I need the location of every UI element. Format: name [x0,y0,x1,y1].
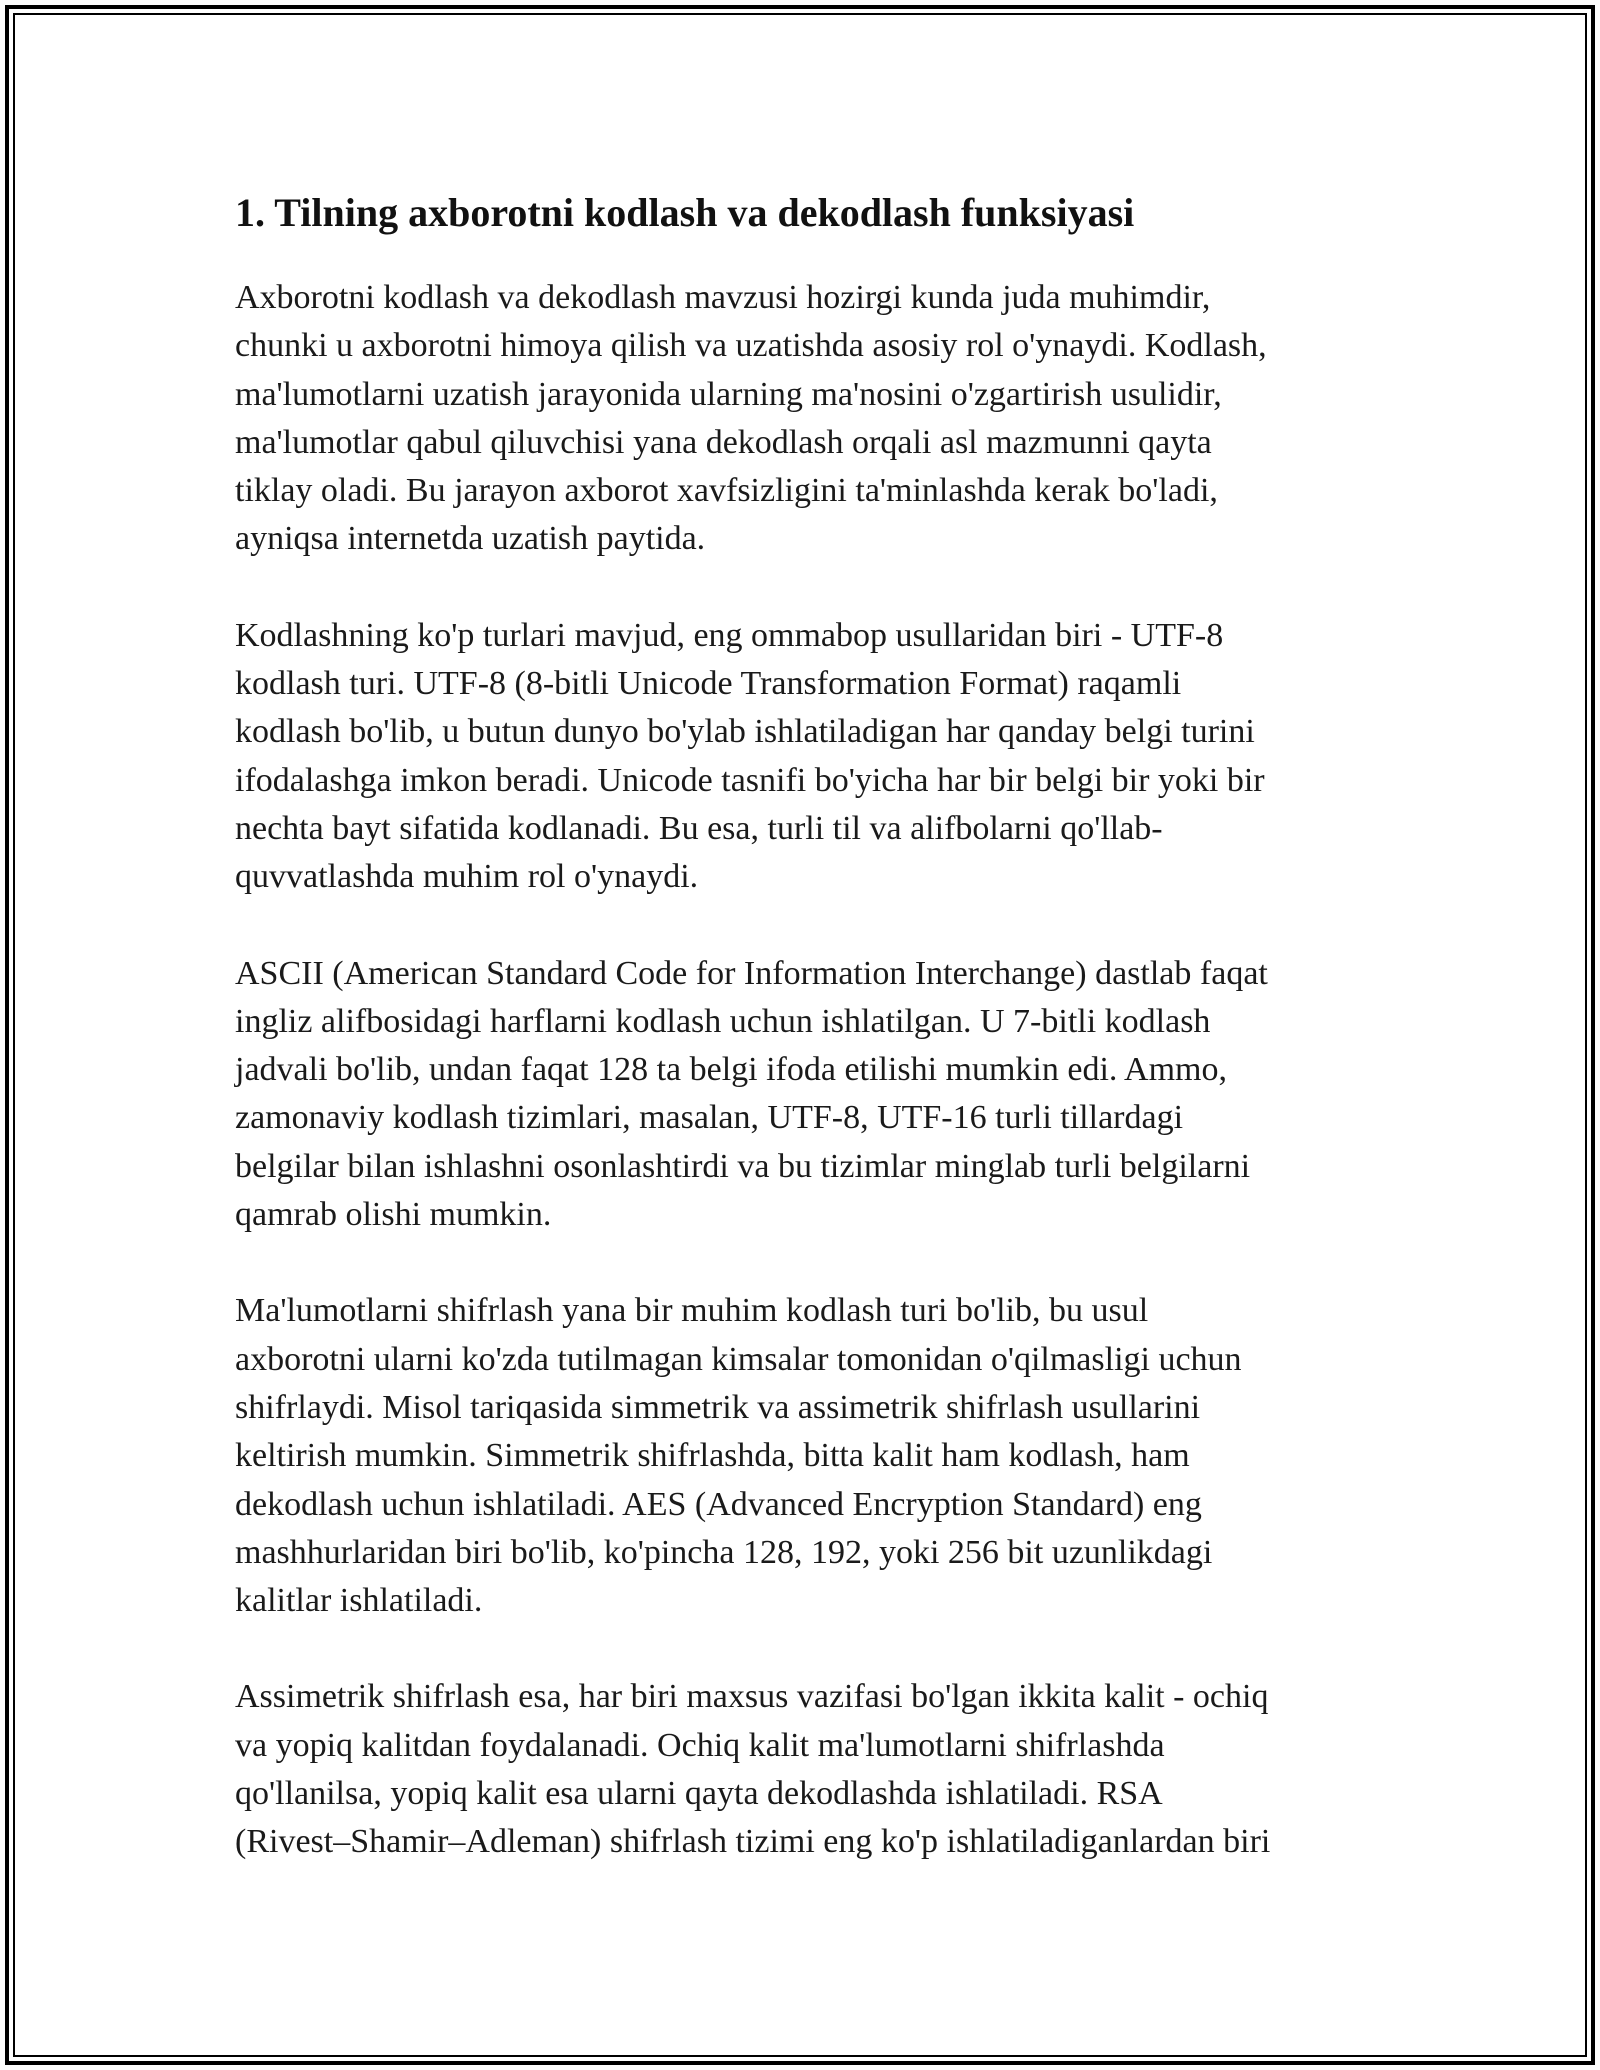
text-line: nechta bayt sifatida kodlanadi. Bu esa, turli til va alifbolarni qo'llab- [235,809,1163,847]
paragraph [235,950,1365,1240]
text-line: ifodalashga imkon beradi. Unicode tasnifi bo'yicha har bir belgi bir yoki bir [235,761,1265,799]
text-line: ASCII (American Standard Code for Information Interchange) dastlab faqat [235,954,1268,992]
text-line: Axborotni kodlash va dekodlash mavzusi hozirgi kunda juda muhimdir, [235,279,1211,316]
text-line: qo'llanilsa, yopiq kalit esa ularni qayta dekodlashda ishlatiladi. RSA [235,1775,1163,1813]
text-line: ayniqsa internetda uzatish paytida. [235,520,706,558]
text-line: (Rivest–Shamir–Adleman) shifrlash tizimi eng ko'p ishlatiladiganlardan biri [235,1823,1271,1861]
text-line: jadvali bo'lib, undan faqat 128 ta belgi ifoda etilishi mumkin edi. Ammo, [235,1051,1227,1089]
text-line: kodlash bo'lib, u butun dunyo bo'ylab ishlatiladigan har qanday belgi turini [235,713,1255,751]
paragraph [235,1287,1365,1625]
paragraph [235,612,1365,902]
document-body [235,180,1365,1915]
text-line: va yopiq kalitdan foydalanadi. Ochiq kalit ma'lumotlarni shifrlashda [235,1726,1165,1764]
text-line: Ma'lumotlarni shifrlash yana bir muhim kodlash turi bo'lib, bu usul [235,1292,1149,1330]
paragraph-list [235,274,1365,1867]
text-line: ma'lumotlarni uzatish jarayonida ularning ma'nosini o'zgartirish usulidir, [235,375,1222,413]
text-line: dekodlash uchun ishlatiladi. AES (Advanced Encryption Standard) eng [235,1485,1202,1523]
text-line: Kodlashning ko'p turlari mavjud, eng ommabop usullaridan biri - UTF-8 [235,616,1224,654]
paragraph [235,1673,1365,1866]
text-line: kalitlar ishlatiladi. [235,1582,483,1620]
text-line: zamonaviy kodlash tizimlari, masalan, UTF-8, UTF-16 turli tillardagi [235,1099,1184,1137]
text-line: kodlash turi. UTF-8 (8-bitli Unicode Transformation Format) raqamli [235,665,1182,703]
text-line: quvvatlashda muhim rol o'ynaydi. [235,858,699,896]
text-line: ingliz alifbosidagi harflarni kodlash uchun ishlatilgan. U 7-bitli kodlash [235,1002,1211,1040]
text-line: axborotni ularni ko'zda tutilmagan kimsalar tomonidan o'qilmasligi uchun [235,1340,1242,1378]
text-line: keltirish mumkin. Simmetrik shifrlashda, bitta kalit ham kodlash, ham [235,1437,1190,1475]
paragraph [235,274,1365,564]
text-line: belgilar bilan ishlashni osonlashtirdi va bu tizimlar minglab turli belgilarni [235,1147,1251,1185]
text-line: tiklay oladi. Bu jarayon axborot xavfsizligini ta'minlashda kerak bo'ladi, [235,472,1218,510]
section-heading: 1. Tilning axborotni kodlash va dekodlash funksiyasi [235,190,1135,235]
text-line: Assimetrik shifrlash esa, har biri maxsus vazifasi bo'lgan ikkita kalit - ochiq [235,1678,1269,1716]
text-line: mashhurlaridan biri bo'lib, ko'pincha 128, 192, yoki 256 bit uzunlikdagi [235,1533,1213,1571]
text-line: qamrab olishi mumkin. [235,1196,552,1234]
text-line: shifrlaydi. Misol tariqasida simmetrik va assimetrik shifrlash usullarini [235,1388,1201,1426]
text-line: chunki u axborotni himoya qilish va uzatishda asosiy rol o'ynaydi. Kodlash, [235,327,1267,365]
text-line: ma'lumotlar qabul qiluvchisi yana dekodlash orqali asl mazmunni qayta [235,423,1212,461]
